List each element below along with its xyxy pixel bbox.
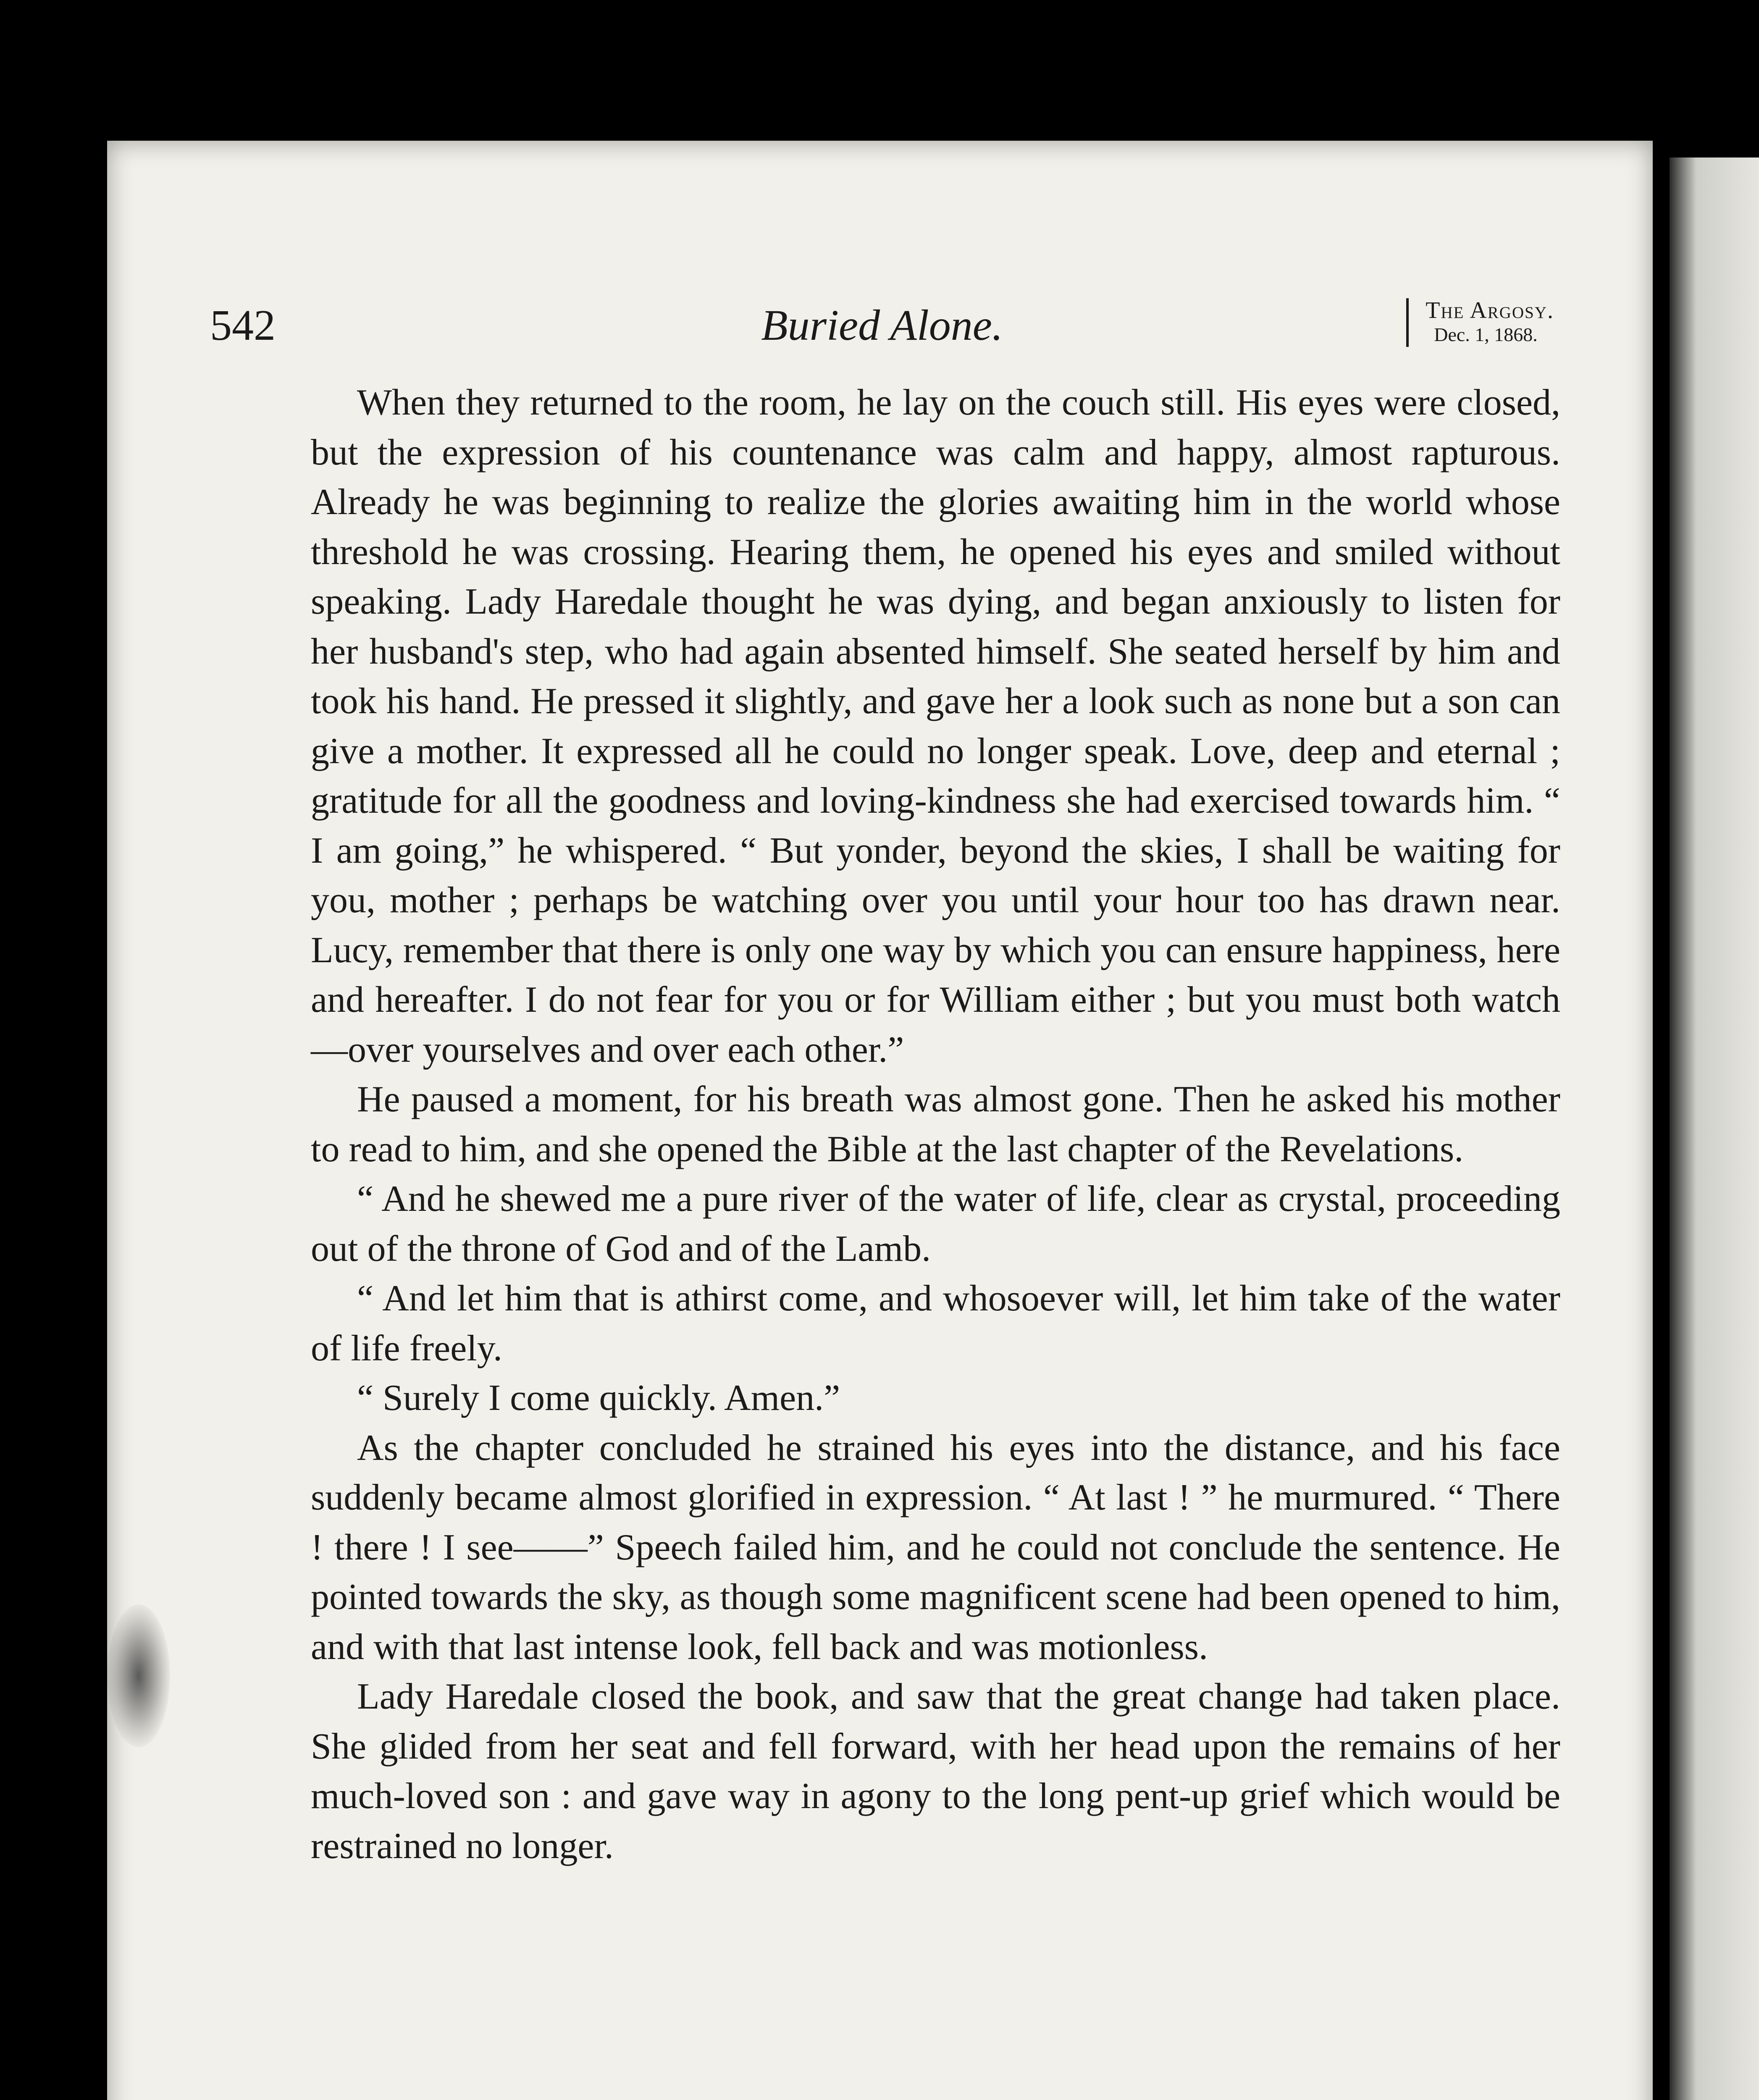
journal-date: Dec. 1, 1868. (1434, 324, 1538, 345)
body-text (311, 378, 1560, 1871)
scripture-verse: “ And let him that is athirst come, and whosoever will, let him take of the water of life freely. (311, 1278, 1560, 1369)
paragraph: He paused a moment, for his breath was almost gone. Then he asked his mother to read to him, and she opened the Bible at the last chapter of the Revelations. (311, 1079, 1560, 1170)
scripture-verse: “ And he shewed me a pure river of the water of life, clear as crystal, proceeding out of the throne of God and of the Lamb. (311, 1179, 1560, 1269)
page-stain (107, 1604, 170, 1747)
paragraph: Lady Haredale closed the book, and saw that the great change had taken place. She glided from her seat and fell forward, with her head upon the remains of her much-loved son : and gave way in agony to the long pent-up grief which would be restrained no longer. (311, 1676, 1560, 1866)
paragraph: When they returned to the room, he lay on the couch still. His eyes were closed, but the expression of his countenance was calm and happy, almost rapturous. Already he was beginning to realize the glories awaiting him in the world whose threshold he was crossing. Hearing them, he opened his eyes and smiled without speaking. Lady Haredale thought he was dying, and began anxiously to listen for her husband's step, who had again absented himself. She seated herself by him and took his hand. He pressed it slightly, and gave her a look such as none but a son can give a mother. It expressed all he could no longer speak. Love, deep and eternal ; gratitude for all the goodness and loving-kindness she had exercised towards him. “ I am going,” he whispered. “ But yonder, beyond the skies, I shall be waiting for you, mother ; perhaps be watching over you until your hour too has drawn near. Lucy, remember that there is only one way by which you can ensure happiness, here and hereafter. I do not fear for you or for William either ; but you must both watch—over yourselves and over each other.” (311, 382, 1560, 1070)
page-header (210, 294, 1554, 357)
running-title: Buried Alone. (761, 301, 1003, 349)
page-number: 542 (210, 301, 276, 349)
scripture-verse: “ Surely I come quickly. Amen.” (357, 1378, 840, 1418)
paragraph: As the chapter concluded he strained his eyes into the distance, and his face suddenly became almost glorified in expression. “ At last ! ” he murmured. “ There ! there ! I see——” Speech failed him, and he could not conclude the sentence. He pointed towards the sky, as though some magnificent scene had been opened to him, and with that last intense look, fell back and was motionless. (311, 1427, 1560, 1667)
journal-name: The Argosy. (1426, 297, 1554, 323)
next-page-edge (1670, 158, 1759, 2100)
journal-reference (1406, 298, 1554, 347)
